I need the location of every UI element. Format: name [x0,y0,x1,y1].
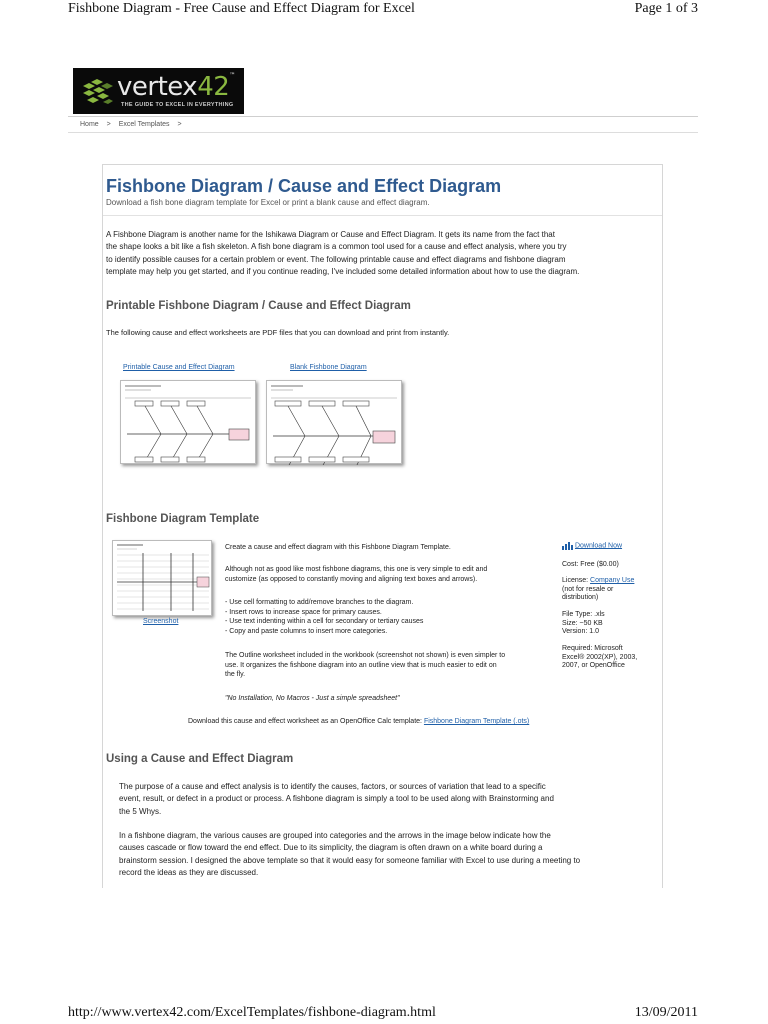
bullet-item: - Copy and paste columns to insert more categories. [225,627,388,635]
using-line: The purpose of a cause and effect analysis is to identify the causes, factors, or sources of variation that lead to a specific [119,782,546,791]
intro-line: the shape looks a bit like a fish skeleton. A fish bone diagram is a common tool used for a cause and effect analysis, where you try [106,242,567,252]
print-footer-date: 13/09/2011 [634,1005,698,1020]
fishbone-diagram-preview [121,381,257,465]
template-heading: Fishbone Diagram Template [106,513,260,525]
logo-tagline: THE GUIDE TO EXCEL IN EVERYTHING [121,102,234,108]
requirements-line: Excel® 2002(XP), 2003, [562,653,638,661]
logo-word: vertex [117,72,198,102]
page-subtitle: Download a fish bone diagram template for Excel or print a blank cause and effect diagram. [106,198,430,207]
template-quote: "No Installation, No Macros - Just a simple spreadsheet" [225,695,400,702]
logo-number: 42 [197,72,230,102]
print-footer-url: http://www.vertex42.com/ExcelTemplates/fishbone-diagram.html [68,1005,436,1020]
header-divider [68,116,698,117]
bullet-item: - Use cell formatting to add/remove branches to the diagram. [225,599,414,606]
intro-line: A Fishbone Diagram is another name for the Ishikawa Diagram or Cause and Effect Diagram. It gets its name from the fact that [106,230,555,239]
outline-note-line: the fly. [225,671,246,678]
printable-heading: Printable Fishbone Diagram / Cause and Effect Diagram [106,300,411,312]
breadcrumb-divider [68,132,698,133]
requirements [562,645,662,671]
breadcrumb-separator: > [106,121,111,128]
using-line: event, result, or defect in a product or process. A fishbone diagram is simply a tool to be used along with Brainstorming and [119,794,554,804]
using-line: brainstorm session. I designed the above template so that it would easy for someone familiar with Excel to use during a meeting to [119,855,581,865]
using-line: record the ideas as they are discussed. [119,867,259,877]
breadcrumb [80,121,188,128]
cost-text: Cost: Free ($0.00) [562,561,619,568]
ots-download-line [188,716,529,728]
printable-cause-effect-link[interactable]: Printable Cause and Effect Diagram [123,364,235,371]
bullet-item: - Use text indenting within a cell for secondary or tertiary causes [225,618,424,625]
license-label: License: [562,577,589,584]
template-description-line: Although not as good like most fishbone diagrams, this one is very simple to edit and [225,566,488,573]
breadcrumb-home[interactable]: Home [80,121,99,128]
template-bullets [225,598,555,636]
print-footer [0,1005,768,1023]
company-use-link[interactable]: Company Use [590,577,635,584]
file-size: Size: ~50 KB [562,619,603,627]
license-info [562,577,662,603]
requirements-line: 2007, or OpenOffice [562,662,625,669]
using-paragraph-1 [119,781,664,818]
using-line: In a fishbone diagram, the various causes are grouped into categories and the arrows in the image below indicate how the [119,831,551,840]
using-line: causes cascade or flow toward the end effect. Due to its simplicity, the diagram is often drawn on a white board during a [119,843,543,853]
printable-description: The following cause and effect worksheets are PDF files that you can download and print from instantly. [106,328,450,337]
bullet-item: - Insert rows to increase space for primary causes. [225,608,382,616]
ots-download-prefix: Download this cause and effect worksheet as an OpenOffice Calc template: [188,718,422,725]
blank-diagram-thumbnail[interactable] [266,380,402,464]
ots-template-link[interactable]: Fishbone Diagram Template (.ots) [423,718,530,725]
breadcrumb-excel-templates[interactable]: Excel Templates [118,121,170,128]
file-details [562,611,662,637]
download-now-link[interactable]: Download Now [574,542,623,550]
download-icon [562,541,573,550]
file-type: File Type: .xls [562,611,605,618]
page-title: Fishbone Diagram / Cause and Effect Diagram [106,176,502,196]
outline-note [225,651,555,680]
template-screenshot-thumbnail[interactable] [112,540,212,616]
breadcrumb-separator: > [177,121,182,128]
vertex42-logo[interactable] [73,68,244,114]
using-paragraph-2 [119,830,664,879]
template-description [225,565,555,584]
fishbone-diagram-preview [267,381,403,465]
print-header [0,0,768,20]
outline-note-line: The Outline worksheet included in the workbook (screenshot not shown) is even simpler to [225,652,506,659]
screenshot-link[interactable]: Screenshot [143,618,179,625]
license-note: (not for resale or [562,585,614,593]
blank-fishbone-link[interactable]: Blank Fishbone Diagram [290,364,367,371]
logo-wordmark [117,72,235,102]
print-header-page: Page 1 of 3 [634,1,698,16]
outline-note-line: use. It organizes the fishbone diagram into an outline view that is much easier to edit on [225,661,497,669]
printable-diagram-thumbnail[interactable] [120,380,256,464]
cube-grid-icon [81,76,115,106]
file-version: Version: 1.0 [562,628,599,635]
intro-line: template may help you get started, and if you continue reading, I've included some detailed information about how to use the diagram. [106,266,580,276]
using-heading: Using a Cause and Effect Diagram [106,753,294,765]
using-line: the 5 Whys. [119,806,162,816]
requirements-line: Required: Microsoft [562,645,623,652]
license-note: distribution) [562,594,599,601]
title-divider [103,215,662,216]
print-header-title: Fishbone Diagram - Free Cause and Effect Diagram for Excel [68,1,415,16]
template-intro: Create a cause and effect diagram with this Fishbone Diagram Template. [225,544,451,551]
intro-paragraph [106,229,666,278]
intro-line: to identify possible causes for a certain problem or event. The following printable cause and effect diagrams and fishbone diagram [106,254,566,264]
spreadsheet-preview [113,541,213,617]
download-now[interactable] [562,541,662,551]
logo-trademark: ™ [229,72,235,79]
template-description-line: customize (as opposed to constantly moving and aligning text boxes and arrows). [225,575,478,583]
